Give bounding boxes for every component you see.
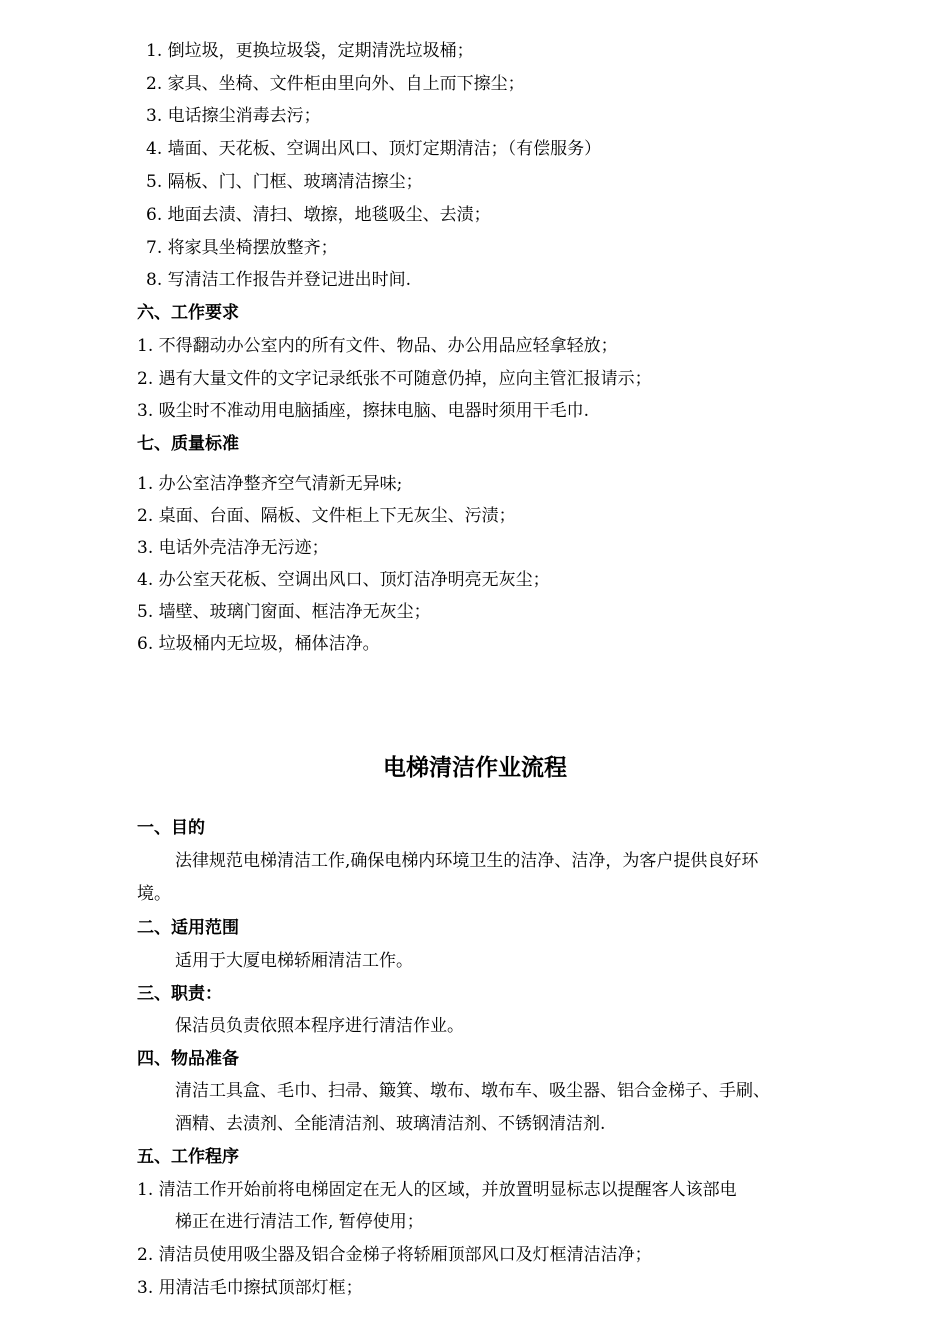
paragraph-line: 境。: [137, 884, 171, 904]
item-number: 1.: [137, 336, 154, 356]
item-text: 办公室天花板、空调出风口、顶灯洁净明亮无灰尘；: [158, 570, 550, 590]
item-number: 8.: [146, 270, 163, 290]
item-number: 2.: [146, 74, 163, 94]
item-text: 清洁工作开始前将电梯固定在无人的区域，并放置明显标志以提醒客人该部电: [158, 1180, 737, 1200]
list-item: [137, 400, 589, 422]
section-heading: 五、工作程序: [137, 1147, 239, 1167]
item-text: 隔板、门、门框、玻璃清洁擦尘；: [167, 172, 423, 192]
item-number: 1.: [137, 1180, 154, 1200]
list-item: [137, 1179, 737, 1201]
section-heading: 四、物品准备: [137, 1049, 239, 1069]
paragraph-line: 酒精、去渍剂、全能清洁剂、玻璃清洁剂、不锈钢清洁剂.: [175, 1114, 606, 1134]
item-number: 1.: [137, 474, 154, 494]
item-number: 3.: [137, 1278, 154, 1298]
item-text: 电话外壳洁净无污迹；: [158, 538, 329, 558]
list-item: [137, 1244, 652, 1266]
item-text: 不得翻动办公室内的所有文件、物品、办公用品应轻拿轻放；: [158, 336, 618, 356]
list-item: [146, 204, 491, 226]
item-text: 将家具坐椅摆放整齐；: [167, 238, 338, 258]
section-heading: 一、目的: [137, 818, 205, 838]
list-item: [146, 138, 601, 160]
item-text: 清洁员使用吸尘器及铝合金梯子将轿厢顶部风口及灯框清洁洁净；: [158, 1245, 652, 1265]
list-item: [137, 335, 618, 357]
item-number: 4.: [146, 139, 163, 159]
item-text: 写清洁工作报告并登记进出时间.: [167, 270, 412, 290]
item-number: 3.: [137, 401, 154, 421]
item-text: 遇有大量文件的文字记录纸张不可随意仍掉，应向主管汇报请示；: [158, 369, 652, 389]
item-text: 倒垃圾，更换垃圾袋，定期清洗垃圾桶；: [167, 41, 474, 61]
section-heading: 六、工作要求: [137, 303, 239, 323]
list-item: [146, 73, 525, 95]
list-item: [137, 569, 550, 591]
list-item: [137, 1277, 363, 1299]
item-number: 3.: [137, 538, 154, 558]
item-number: 6.: [137, 634, 154, 654]
item-text: 桌面、台面、隔板、文件柜上下无灰尘、污渍；: [158, 506, 516, 526]
item-text: 墙壁、玻璃门窗面、框洁净无灰尘；: [158, 602, 431, 622]
list-item: [137, 473, 402, 495]
item-text: 用清洁毛巾擦拭顶部灯框；: [158, 1278, 363, 1298]
paragraph-line: 法律规范电梯清洁工作,确保电梯内环境卫生的洁净、洁净，为客户提供良好环: [175, 851, 759, 871]
section-heading: 七、质量标准: [137, 434, 239, 454]
list-item: [146, 40, 474, 62]
item-number: 5.: [146, 172, 163, 192]
list-item: [137, 368, 652, 390]
list-item: [146, 269, 411, 291]
item-text: 墙面、天花板、空调出风口、顶灯定期清洁；（有偿服务）: [167, 139, 602, 159]
list-item: [137, 537, 329, 559]
paragraph-line: 保洁员负责依照本程序进行清洁作业。: [175, 1016, 464, 1036]
item-text: 垃圾桶内无垃圾，桶体洁净。: [158, 634, 380, 654]
item-number: 3.: [146, 106, 163, 126]
list-item: [137, 505, 516, 527]
paragraph-line: 梯正在进行清洁工作, 暂停使用；: [175, 1212, 424, 1232]
item-number: 1.: [146, 41, 163, 61]
item-text: 吸尘时不准动用电脑插座，擦抹电脑、电器时须用干毛巾.: [158, 401, 590, 421]
list-item: [146, 171, 423, 193]
item-number: 2.: [137, 1245, 154, 1265]
item-text: 家具、坐椅、文件柜由里向外、自上而下擦尘；: [167, 74, 525, 94]
section-heading: 二、适用范围: [137, 918, 239, 938]
list-item: [146, 105, 321, 127]
item-number: 7.: [146, 238, 163, 258]
item-text: 办公室洁净整齐空气清新无异味;: [158, 474, 403, 494]
list-item: [137, 601, 431, 623]
item-text: 电话擦尘消毒去污；: [167, 106, 321, 126]
item-text: 地面去渍、清扫、墩擦，地毯吸尘、去渍；: [167, 205, 491, 225]
list-item: [137, 633, 380, 655]
item-number: 2.: [137, 506, 154, 526]
item-number: 5.: [137, 602, 154, 622]
item-number: 6.: [146, 205, 163, 225]
paragraph-line: 适用于大厦电梯轿厢清洁工作。: [175, 951, 413, 971]
item-number: 2.: [137, 369, 154, 389]
section-heading: 三、职责：: [137, 984, 222, 1004]
paragraph-line: 清洁工具盒、毛巾、扫帚、簸箕、墩布、墩布车、吸尘器、铝合金梯子、手刷、: [175, 1081, 770, 1101]
page-title: 电梯清洁作业流程: [383, 755, 567, 781]
list-item: [146, 237, 338, 259]
item-number: 4.: [137, 570, 154, 590]
